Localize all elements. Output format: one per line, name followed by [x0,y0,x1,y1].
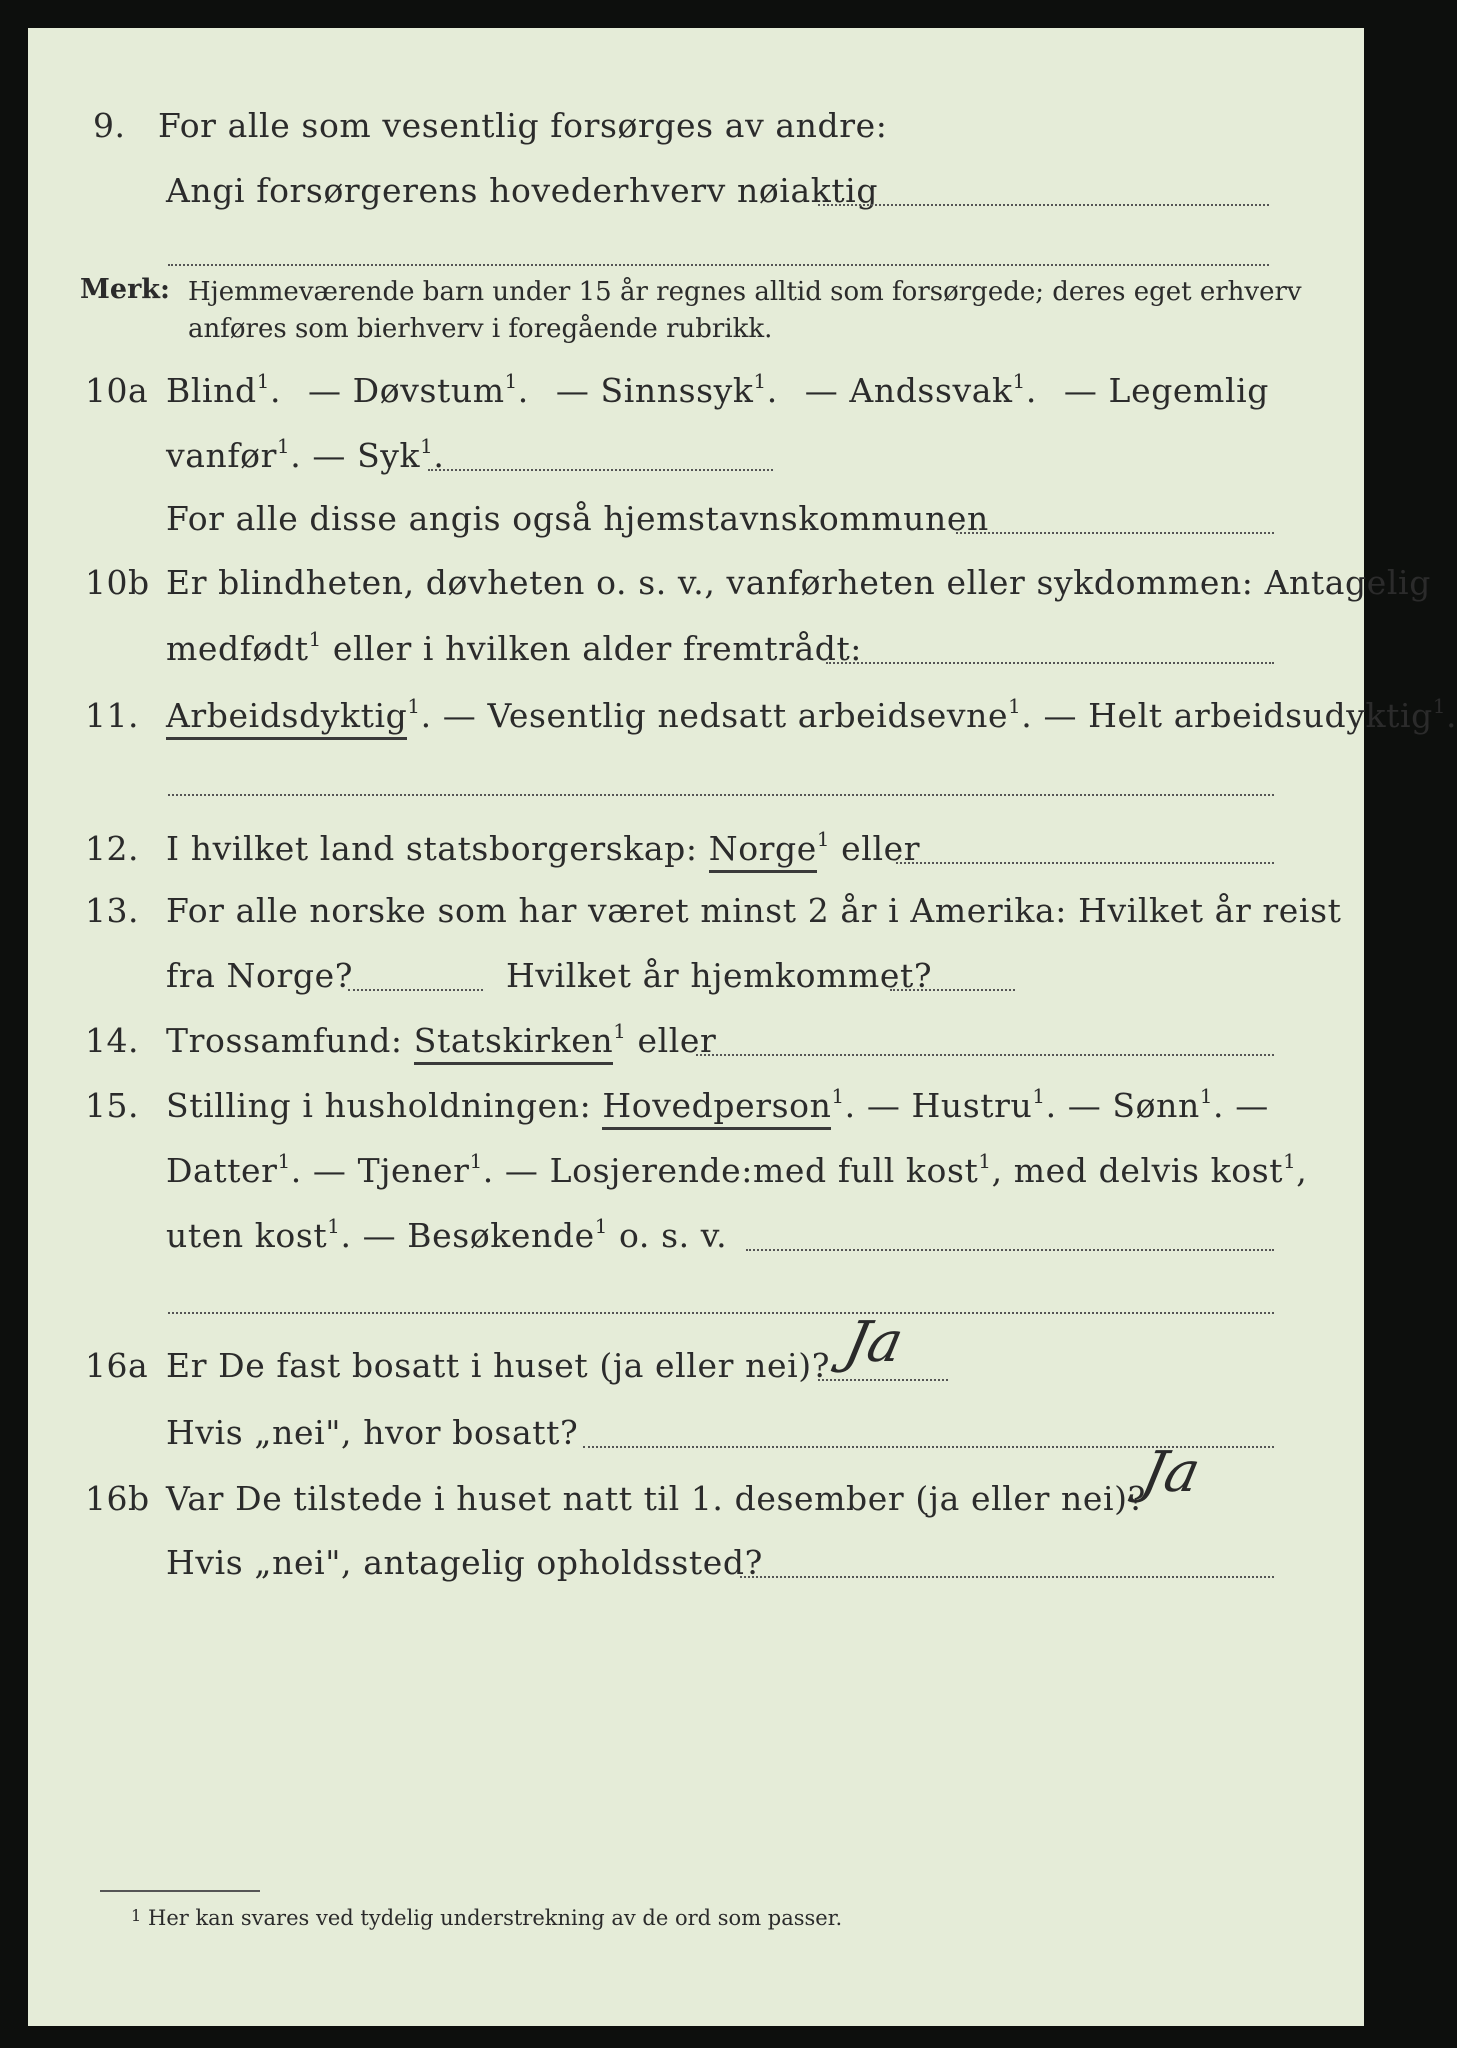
option-sinnssyk[interactable]: — Sinnssyk$^1$. [555,370,778,410]
option-udyktig[interactable]: . — Helt arbeidsudyktig [1021,696,1433,735]
q10a-number: 10a [85,371,149,410]
option-legemlig[interactable]: — Legemlig [1063,371,1269,410]
q10a-syk-field[interactable] [428,469,773,471]
q14-question: Trossamfund: Statskirken$^1$ eller [166,1021,716,1060]
footnote-rule [100,1890,260,1892]
q9-line1 [28,93,1364,153]
q12-line [28,816,1364,876]
option-sonn[interactable]: . — Sønn [1045,1086,1200,1125]
q12-number: 12. [85,829,139,868]
census-form-page [28,28,1457,2026]
option-blind[interactable]: Blind$^1$. [166,370,282,410]
q10b-number: 10b [85,563,150,602]
q9-extra-line [28,218,1364,278]
q10b-line1 [28,550,1431,610]
option-datter[interactable]: Datter$^1$. — Tjener$^1$. — Losjerende: [166,1150,754,1190]
q9-question: For alle som vesentlig forsørges av andre: [158,106,888,145]
q14-trossamfund-field[interactable] [696,1054,1274,1056]
q16a-answer-field[interactable] [818,1379,948,1381]
q11-line [28,683,1457,743]
option-statskirken-underlined[interactable]: Statskirken [414,1021,613,1065]
q13-reist-label: fra Norge? [166,956,354,995]
option-arbeidsdyktig-underlined[interactable]: Arbeidsdyktig [166,696,407,740]
q15-number: 15. [85,1086,139,1125]
q11-answer-field[interactable] [168,794,1274,796]
q11-number: 11. [85,696,139,735]
q15-line3 [28,1203,1364,1263]
q10b-medfodt[interactable]: medfødt$^1$ eller i hvilken alder fremtrådt: [166,628,863,668]
q16a-number: 16a [85,1346,149,1385]
q15-answer-field-2[interactable] [168,1312,1274,1314]
q10a-hjemstavn-field[interactable] [956,532,1274,534]
footnote-mark: 1 [131,1906,142,1925]
option-nedsatt[interactable]: . — Vesentlig nedsatt arbeidsevne [420,696,1009,735]
q15-line1 [28,1073,1364,1133]
q12-country-field[interactable] [896,862,1274,864]
q13-hjemkommet-field[interactable] [890,989,1015,991]
q16a-line1 [28,1333,1364,1393]
option-dovstum[interactable]: — Døvstum$^1$. [307,370,529,410]
q16a-question: Er De fast bosatt i huset (ja eller nei)? [166,1346,830,1385]
q9-line2 [28,158,1364,218]
q14-number: 14. [85,1021,139,1060]
option-hustru[interactable]: . — Hustru [844,1086,1033,1125]
q13-line2 [28,943,1364,1003]
q9-answer-field[interactable] [818,204,1269,206]
q10a-line2 [28,423,1364,483]
option-andssvak[interactable]: — Andssvak$^1$. [804,370,1037,410]
merk-label: Merk: [80,274,170,305]
q13-question: For alle norske som har været minst 2 år i Amerika: Hvilket år reist [166,891,1342,930]
option-norge-underlined[interactable]: Norge [709,829,817,873]
q10a-line1 [28,358,1364,418]
q13-line1 [28,878,1364,938]
q12-question: I hvilket land statsborgerskap: Norge$^1$ eller [166,829,920,868]
q10b-age-field[interactable] [826,662,1274,664]
q16b-question: Var De tilstede i huset natt til 1. desember (ja eller nei)? [166,1479,1146,1518]
option-kost[interactable]: med full kost$^1$, med delvis kost$^1$, [753,1150,1308,1190]
q16b-where-label: Hvis „nei", antagelig opholdssted? [166,1543,763,1582]
q13-hjemkommet-label: Hvilket år hjemkommet? [506,956,933,995]
q16b-line2 [28,1530,1364,1590]
q10a-hjemstavn-label: For alle disse angis også hjemstavnskommunen [166,499,989,538]
q9-number: 9. [93,106,126,145]
q11-options: Arbeidsdyktig$^1$. — Vesentlig nedsatt arbeidsevne$^1$. — Helt arbeidsudyktig$^1$. [166,696,1457,735]
q9-answer-field-2[interactable] [168,264,1269,266]
q13-reist-field[interactable] [348,989,483,991]
q10b-question: Er blindheten, døvheten o. s. v., vanførheten eller sykdommen: Antagelig [166,563,1431,602]
q15-options-2 [166,1150,1308,1190]
q16b-where-field[interactable] [740,1576,1274,1578]
q10a-options [166,371,1269,410]
q10a-line3 [28,486,1364,546]
q9-provider-occupation-label: Angi forsørgerens hovederhverv nøiaktig [166,171,879,210]
q16a-handwritten-answer: Ja [839,1310,909,1375]
q15-stilling-field[interactable] [746,1249,1274,1251]
footnote-text: Her kan svares ved tydelig understrekning av de ord som passer. [148,1906,843,1930]
q15-question: Stilling i husholdningen: Hovedperson$^1$. — Hustru$^1$. — Sønn$^1$. — [166,1086,1269,1125]
q15-line2 [28,1138,1364,1198]
q10b-line2 [28,616,1364,676]
merk-note: Hjemmeværende barn under 15 år regnes alltid som forsørgede; deres eget erhverv anføres som bierhverv i foregående rubrikk. [188,277,1302,344]
q11-extra-line [28,748,1364,808]
q16a-where-label: Hvis „nei", hvor bosatt? [166,1413,579,1452]
q13-number: 13. [85,891,139,930]
q14-line [28,1008,1364,1068]
option-hovedperson-underlined[interactable]: Hovedperson [602,1086,831,1130]
q16b-number: 16b [85,1479,150,1518]
q15-options-3[interactable]: uten kost$^1$. — Besøkende$^1$ o. s. v. [166,1215,728,1255]
option-vanfor-syk[interactable]: vanfør$^1$. — Syk$^1$. [166,435,445,475]
q16b-handwritten-answer: Ja [1136,1440,1206,1505]
q15-extra-line [28,1266,1364,1326]
